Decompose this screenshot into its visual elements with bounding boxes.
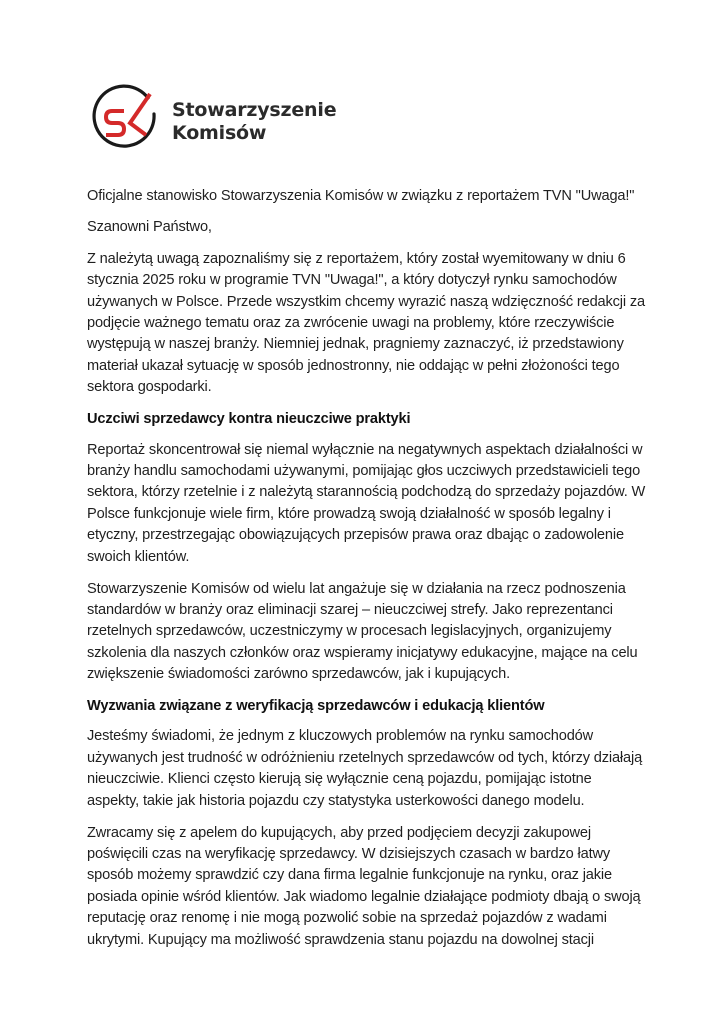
sk-logo-icon bbox=[88, 84, 164, 160]
document-title: Oficjalne stanowisko Stowarzyszenia Komisów w związku z reportażem TVN "Uwaga!" bbox=[87, 188, 635, 204]
logo-line-1: Stowarzyszenie bbox=[172, 99, 337, 121]
logo-wordmark bbox=[172, 99, 336, 145]
section-2-paragraph-1: Jesteśmy świadomi, że jednym z kluczowych problemów na rynku samochodów używanych jest trudność w odróżnieniu rzetelnych sprzedawców od tych, którzy działają nieuczciwie. Klienci często kierują się wyłącznie ceną pojazdu, pomijając istotne aspekty, takie jak historia pojazdu czy statystyka usterkowości danego modelu. bbox=[87, 728, 643, 809]
section-heading-honest-sellers: Uczciwi sprzedawcy kontra nieuczciwe praktyki bbox=[87, 411, 411, 428]
section-1-paragraph-2: Stowarzyszenie Komisów od wielu lat angażuje się w działania na rzecz podnoszenia standardów w branży oraz eliminacji szarej – nieuczciwej strefy. Jako reprezentanci rzetelnych sprzedawców, uczestniczymy w procesach legislacyjnych, organizujemy szkolenia dla naszych członków oraz wspieramy inicjatywy edukacyjne, mające na celu zwiększenie świadomości zarówno sprzedawców, jak i kupujących. bbox=[87, 580, 638, 683]
section-2-paragraph-2: Zwracamy się z apelem do kupujących, aby przed podjęciem decyzji zakupowej poświęcili czas na weryfikację sprzedawcy. W dzisiejszych czasach w bardzo łatwy sposób możemy sprawdzić czy dana firma legalnie funkcjonuje na rynku, oraz jakie posiada opinie wśród klientów. Jak wiadomo legalnie działające podmioty dbają o swoją reputację oraz renomę i nie mogą pozwolić sobie na sprzedaż pojazdów z wadami ukrytymi. Kupujący ma możliwość sprawdzenia stanu pojazdu na dowolnej stacji bbox=[87, 824, 641, 948]
organization-logo bbox=[88, 82, 337, 162]
intro-paragraph: Z należytą uwagą zapoznaliśmy się z reportażem, który został wyemitowany w dniu 6 stycznia 2025 roku w programie TVN "Uwaga!", a który dotyczył rynku samochodów używanych w Polsce. Przede wszystkim chcemy wyrazić naszą wdzięczność redakcji za podjęcie ważnego tematu oraz za zwrócenie uwagi na problemy, które rzeczywiście występują w naszej branży. Niemniej jednak, pragniemy zaznaczyć, iż przedstawiony materiał ukazał sytuację w sposób jednostronny, nie oddając w pełni złożoności tego sektora gospodarki. bbox=[87, 250, 646, 396]
logo-line-2: Komisów bbox=[172, 122, 267, 144]
section-1-paragraph-1: Reportaż skoncentrował się niemal wyłącznie na negatywnych aspektach działalności w branży handlu samochodami używanymi, pomijając głos uczciwych przedstawicieli tego sektora, którzy rzetelnie i z należytą starannością podchodzą do sprzedaży pojazdów. W Polsce funkcjonuje wiele firm, które prowadzą swoją działalność w sposób legalny i etyczny, przestrzegając obowiązujących przepisów prawa oraz dbając o zadowolenie swoich klientów. bbox=[87, 441, 646, 565]
document-body bbox=[87, 186, 647, 962]
section-heading-verification-challenges: Wyzwania związane z weryfikacją sprzedawców i edukacją klientów bbox=[87, 698, 545, 715]
greeting: Szanowni Państwo, bbox=[87, 219, 212, 236]
